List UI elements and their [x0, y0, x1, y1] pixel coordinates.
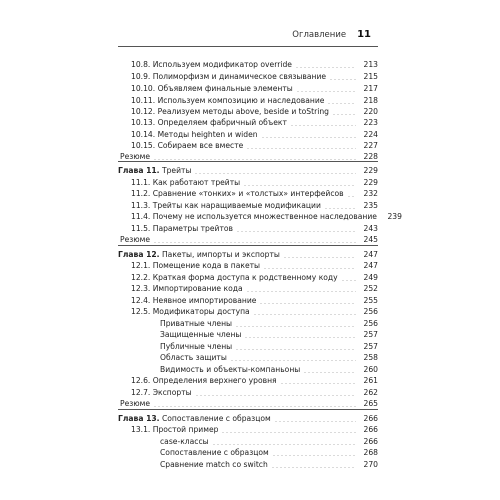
- toc-entry: [131, 60, 378, 70]
- toc-page-number: 265: [363, 399, 378, 408]
- toc-page-number: 218: [363, 96, 378, 105]
- toc-entry-label: [131, 273, 338, 283]
- toc-entry-label: [120, 399, 150, 409]
- chapter-separator-rule: [118, 409, 378, 410]
- toc-entry-title: Резюме: [120, 399, 151, 408]
- toc-entry-label: [120, 152, 150, 162]
- dot-leader: [235, 349, 356, 350]
- toc-entry: [131, 96, 378, 106]
- toc-entry: [131, 224, 378, 234]
- toc-chapter-entry: [118, 414, 378, 424]
- toc-entry: [131, 212, 402, 222]
- toc-entry-label: [131, 425, 218, 435]
- toc-entry-label: [131, 212, 377, 222]
- toc-entry-title: Сопоставление с образцом: [159, 414, 271, 423]
- toc-entry: [131, 376, 378, 386]
- toc-page-number: 224: [363, 130, 378, 139]
- toc-page-number: 261: [363, 376, 378, 385]
- dot-leader: [341, 280, 356, 281]
- toc-entry-label: [131, 118, 287, 128]
- toc-entry-label: [131, 189, 344, 199]
- toc-entry-title: 12.6. Определения верхнего уровня: [131, 376, 277, 385]
- toc-page-number: 258: [363, 353, 378, 362]
- dot-leader: [246, 291, 356, 292]
- toc-page-number: 227: [363, 141, 378, 150]
- toc-chapter-entry: [118, 166, 378, 176]
- toc-entry-label: [131, 376, 277, 386]
- toc-page-number: 266: [363, 437, 378, 446]
- dot-leader: [246, 148, 356, 149]
- toc-entry-label: [160, 319, 232, 329]
- dot-leader: [327, 103, 356, 104]
- toc-entry-title: 11.5. Параметры трейтов: [131, 224, 234, 233]
- dot-leader: [153, 406, 356, 407]
- toc-entry: [131, 130, 378, 140]
- toc-entry-title: 10.11. Используем композицию и наследование: [131, 96, 325, 105]
- dot-leader: [261, 137, 356, 138]
- toc-page-number: 268: [363, 448, 378, 457]
- toc-chapter-entry: [118, 250, 378, 260]
- toc-entry-label: [160, 365, 300, 375]
- dot-leader: [259, 303, 356, 304]
- dot-leader: [290, 125, 356, 126]
- toc-entry-title: 10.15. Собираем все вместе: [131, 141, 244, 150]
- toc-page-number: 215: [363, 72, 378, 81]
- toc-entry-title: 12.1. Помещение кода в пакеты: [131, 261, 261, 270]
- toc-page-number: 229: [363, 166, 378, 175]
- toc-page-number: 229: [363, 178, 378, 187]
- toc-entry-label: [131, 178, 240, 188]
- toc-entry-title: 12.3. Импортирование кода: [131, 284, 243, 293]
- dot-leader: [244, 337, 356, 338]
- toc-entry: [131, 261, 378, 271]
- toc-entry-label: [131, 307, 250, 317]
- toc-page-number: 217: [363, 84, 378, 93]
- toc-entry-title: 12.4. Неявное импортирование: [131, 296, 257, 305]
- toc-entry: [160, 319, 378, 329]
- toc-entry-title: 12.2. Краткая форма доступа к родственному коду: [131, 273, 338, 282]
- toc-page-number: 235: [363, 201, 378, 210]
- toc-entry: [131, 72, 378, 82]
- toc-entry-title: Сопоставление с образцом: [160, 448, 269, 457]
- toc-entry-label: [131, 84, 293, 94]
- toc-entry-title: 10.9. Полиморфизм и динамическое связывание: [131, 72, 327, 81]
- chapter-number: Глава 13.: [118, 414, 160, 423]
- toc-entry-title: Резюме: [120, 235, 151, 244]
- toc-page-number: 239: [387, 212, 402, 221]
- toc-entry-title: 11.4. Почему не используется множественное наследование: [131, 212, 377, 221]
- toc-entry: [131, 84, 378, 94]
- toc-entry-title: case-классы: [160, 437, 209, 446]
- chapter-number: Глава 12.: [118, 250, 160, 259]
- dot-leader: [212, 444, 356, 445]
- toc-page-number: 245: [363, 235, 378, 244]
- dot-leader: [283, 257, 356, 258]
- chapter-separator-rule: [118, 245, 378, 246]
- toc-entry: [160, 342, 378, 352]
- dot-leader: [153, 242, 356, 243]
- toc-entry-label: [131, 201, 321, 211]
- toc-entry: [131, 425, 378, 435]
- toc-page-number: 260: [363, 365, 378, 374]
- toc-entry-label: [131, 72, 326, 82]
- toc-page-number: 256: [363, 307, 378, 316]
- dot-leader: [194, 173, 356, 174]
- toc-page-number: 220: [363, 107, 378, 116]
- dot-leader: [332, 114, 356, 115]
- toc-entry-label: [131, 224, 233, 234]
- toc-page-number: 213: [363, 60, 378, 69]
- toc-entry: [120, 235, 378, 245]
- dot-leader: [324, 208, 356, 209]
- toc-entry-title: 10.12. Реализуем методы above, beside и toString: [131, 107, 329, 116]
- toc-page-number: 243: [363, 224, 378, 233]
- toc-entry: [160, 460, 378, 470]
- toc-entry-title: 10.14. Методы heighten и widen: [131, 130, 258, 139]
- toc-page-number: 256: [363, 319, 378, 328]
- toc-entry: [131, 201, 378, 211]
- toc-entry-title: Пакеты, импорты и экспорты: [159, 250, 280, 259]
- toc-page-number: 266: [363, 414, 378, 423]
- toc-entry: [131, 189, 378, 199]
- toc-page-number: 228: [363, 152, 378, 161]
- toc-page-number: 249: [363, 273, 378, 282]
- dot-leader: [295, 67, 356, 68]
- toc-page-number: 257: [363, 330, 378, 339]
- toc-entry-title: Область защиты: [160, 353, 227, 362]
- toc-page-number: 232: [363, 189, 378, 198]
- toc-page-number: 270: [363, 460, 378, 469]
- dot-leader: [195, 395, 356, 396]
- toc-entry-title: Защищенные члены: [160, 330, 242, 339]
- dot-leader: [263, 268, 356, 269]
- toc-entry: [131, 284, 378, 294]
- toc-entry-label: [131, 296, 256, 306]
- dot-leader: [236, 231, 356, 232]
- toc-entry: [120, 152, 378, 162]
- chapter-number: Глава 11.: [118, 166, 160, 175]
- toc-entry: [160, 448, 378, 458]
- toc-entry: [160, 365, 378, 375]
- toc-entry-label: [160, 330, 241, 340]
- toc-entry-title: 10.8. Используем модификатор override: [131, 60, 292, 69]
- toc-page-number: 247: [363, 250, 378, 259]
- toc-entry-label: [118, 250, 280, 260]
- toc-entry-label: [120, 235, 150, 245]
- toc-entry: [160, 437, 378, 447]
- dot-leader: [253, 314, 356, 315]
- toc-entry: [160, 330, 378, 340]
- dot-leader: [272, 455, 356, 456]
- toc-entry-label: [131, 141, 243, 151]
- toc-entry-label: [131, 96, 324, 106]
- dot-leader: [230, 360, 356, 361]
- toc-entry-title: 11.1. Как работают трейты: [131, 178, 241, 187]
- toc-page-number: 247: [363, 261, 378, 270]
- dot-leader: [235, 326, 356, 327]
- dot-leader: [271, 467, 356, 468]
- toc-entry-label: [131, 261, 260, 271]
- toc-entry-title: Трейты: [159, 166, 192, 175]
- toc-entry: [131, 107, 378, 117]
- toc-entry-label: [160, 437, 209, 447]
- toc-entry-title: Приватные члены: [160, 319, 233, 328]
- dot-leader: [280, 383, 356, 384]
- dot-leader: [221, 432, 356, 433]
- toc-entry-title: 10.13. Определяем фабричный объект: [131, 118, 287, 127]
- toc-page-number: 223: [363, 118, 378, 127]
- toc-page-number: 252: [363, 284, 378, 293]
- toc-entry-title: 12.5. Модификаторы доступа: [131, 307, 250, 316]
- toc-entry-label: [160, 460, 268, 470]
- toc-entry-label: [131, 284, 243, 294]
- toc-entry-label: [160, 448, 269, 458]
- header-page-number: 11: [357, 29, 371, 40]
- dot-leader: [274, 421, 356, 422]
- toc-page-number: 257: [363, 342, 378, 351]
- header-section-title: Оглавление: [292, 30, 347, 40]
- toc-entry: [120, 399, 378, 409]
- toc-entry: [131, 178, 378, 188]
- toc-entry-title: 10.10. Объявляем финальные элементы: [131, 84, 293, 93]
- toc-entry-title: 11.2. Сравнение «тонких» и «толстых» интерфейсов: [131, 189, 344, 198]
- dot-leader: [243, 185, 356, 186]
- dot-leader: [329, 79, 356, 80]
- toc-entry: [131, 307, 378, 317]
- toc-entry-label: [160, 342, 232, 352]
- toc-page-number: 255: [363, 296, 378, 305]
- toc-entry-title: 12.7. Экспорты: [131, 388, 192, 397]
- toc-entry-label: [131, 107, 329, 117]
- toc-entry: [160, 353, 378, 363]
- toc-entry: [131, 141, 378, 151]
- dot-leader: [153, 159, 356, 160]
- dot-leader: [296, 91, 356, 92]
- toc-entry-title: 11.3. Трейты как наращиваемые модификации: [131, 201, 321, 210]
- toc-entry-label: [118, 166, 191, 176]
- toc-entry-label: [131, 130, 258, 140]
- toc-entry: [131, 273, 378, 283]
- toc-entry-label: [131, 60, 292, 70]
- toc-entry: [131, 388, 378, 398]
- toc-page-number: 262: [363, 388, 378, 397]
- toc-entry-title: 13.1. Простой пример: [131, 425, 219, 434]
- toc-page-number: 266: [363, 425, 378, 434]
- toc-entry: [131, 118, 378, 128]
- toc-entry-title: Резюме: [120, 152, 151, 161]
- toc-entry: [131, 296, 378, 306]
- toc-entry-label: [118, 414, 271, 424]
- toc-entry-title: Публичные члены: [160, 342, 233, 351]
- dot-leader: [303, 372, 356, 373]
- dot-leader: [347, 196, 356, 197]
- toc-entry-label: [160, 353, 227, 363]
- toc-entry-label: [131, 388, 192, 398]
- toc-entry-title: Видимость и объекты-компаньоны: [160, 365, 301, 374]
- toc-entry-title: Сравнение match со switch: [160, 460, 268, 469]
